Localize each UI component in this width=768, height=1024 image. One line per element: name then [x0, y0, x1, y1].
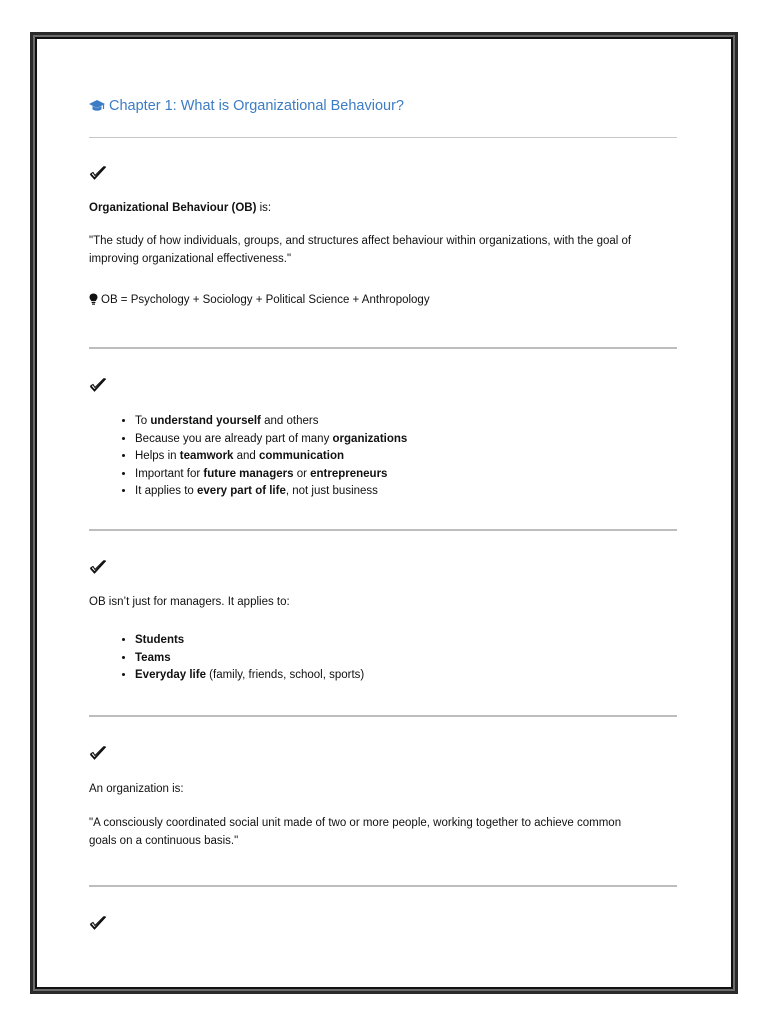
document-page — [35, 37, 733, 989]
lightbulb-icon — [89, 293, 98, 305]
list-item: • It applies to every part of life, not just business — [135, 483, 723, 501]
divider — [89, 885, 677, 887]
divider — [89, 715, 677, 717]
list-item: • To understand yourself and others — [135, 413, 723, 431]
who-intro: OB isn’t just for managers. It applies to: — [89, 596, 290, 608]
list-item: • Everyday life (family, friends, school, sports) — [135, 667, 723, 685]
list-item: • Teams — [135, 650, 723, 668]
check-icon — [89, 377, 107, 393]
list-item: • Helps in teamwork and communication — [135, 448, 723, 466]
chapter-heading — [89, 95, 677, 117]
chapter-title: Chapter 1: What is Organizational Behaviour? — [109, 98, 404, 114]
organization-quote: "A consciously coordinated social unit made of two or more people, working together to achieve common goals on a continuous basis." — [89, 817, 622, 847]
list-item: • Because you are already part of many organizations — [135, 431, 723, 449]
divider — [89, 347, 677, 349]
check-icon — [89, 915, 107, 931]
list-item: • Important for future managers or entrepreneurs — [135, 466, 723, 484]
divider — [89, 529, 677, 531]
definition-quote: "The study of how individuals, groups, and structures affect behaviour within organizations, with the goal of improving organizational effectiveness." — [89, 235, 632, 265]
divider — [89, 137, 677, 138]
list-item: • Students — [135, 632, 723, 650]
page-frame-inner — [33, 35, 735, 991]
check-icon — [89, 165, 107, 181]
check-icon — [89, 745, 107, 761]
check-icon — [89, 559, 107, 575]
organization-intro: An organization is: — [89, 783, 184, 795]
who-list — [89, 632, 723, 685]
page-frame — [30, 32, 738, 994]
definition-lead: Organizational Behaviour (OB) is: — [89, 202, 272, 214]
why-study-list — [89, 413, 723, 501]
ob-formula: OB = Psychology + Sociology + Political Science + Anthropology — [89, 291, 677, 309]
graduation-cap-icon — [89, 98, 105, 114]
